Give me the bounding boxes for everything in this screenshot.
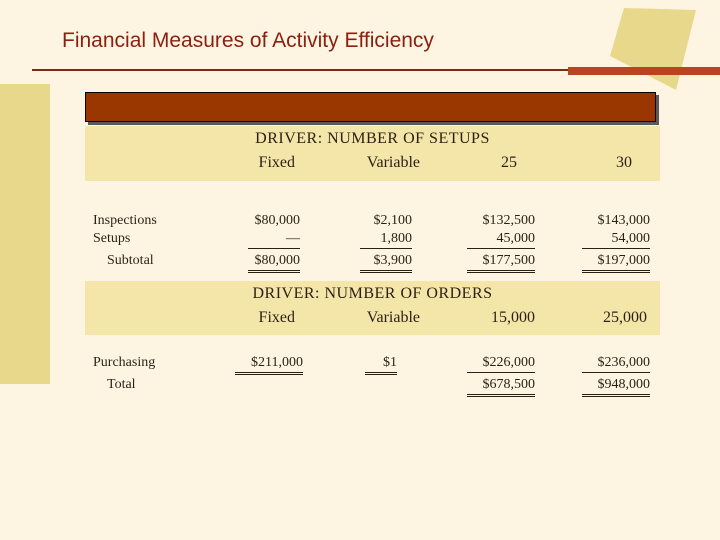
subtotal-fixed: $80,000 [248,253,300,273]
setups-col-30: 30 [616,154,632,171]
row-label-setups: Setups [93,231,131,246]
orders-col-variable: Variable [366,309,420,326]
setups-25: 45,000 [467,231,535,249]
row-label-total: Total [107,377,136,392]
subtotal-25: $177,500 [467,253,535,273]
setups-header-band [85,126,660,181]
purchasing-variable: $1 [365,355,397,375]
setups-col-variable: Variable [366,154,420,171]
row-label-inspections: Inspections [93,213,157,228]
row-label-subtotal: Subtotal [107,253,154,268]
setups-col-fixed: Fixed [258,154,295,171]
slide-title: Financial Measures of Activity Efficiency [62,29,434,52]
orders-col-15000: 15,000 [491,309,535,326]
inspections-fixed: $80,000 [254,213,300,228]
title-rule-accent [568,67,720,75]
inspections-25: $132,500 [482,213,535,228]
setups-body [85,181,660,268]
setups-driver-title: DRIVER: NUMBER OF SETUPS [255,130,490,147]
orders-col-25000: 25,000 [603,309,647,326]
purchasing-25000: $236,000 [582,355,650,373]
orders-header-band [85,281,660,335]
side-accent-bar [0,84,50,384]
orders-body [85,335,660,393]
purchasing-15000: $226,000 [467,355,535,373]
inspections-variable: $2,100 [373,213,412,228]
subtotal-30: $197,000 [582,253,650,273]
total-15000: $678,500 [467,377,535,397]
table-banner [85,92,656,122]
decorative-shape [610,8,696,90]
subtotal-variable: $3,900 [360,253,412,273]
row-label-purchasing: Purchasing [93,355,156,370]
purchasing-fixed: $211,000 [235,355,303,375]
inspections-30: $143,000 [597,213,650,228]
setups-30: 54,000 [582,231,650,249]
setups-variable: 1,800 [360,231,412,249]
setups-fixed: — [248,231,300,249]
total-25000: $948,000 [582,377,650,397]
setups-col-25: 25 [501,154,517,171]
orders-col-fixed: Fixed [258,309,295,326]
orders-driver-title: DRIVER: NUMBER OF ORDERS [252,285,493,302]
